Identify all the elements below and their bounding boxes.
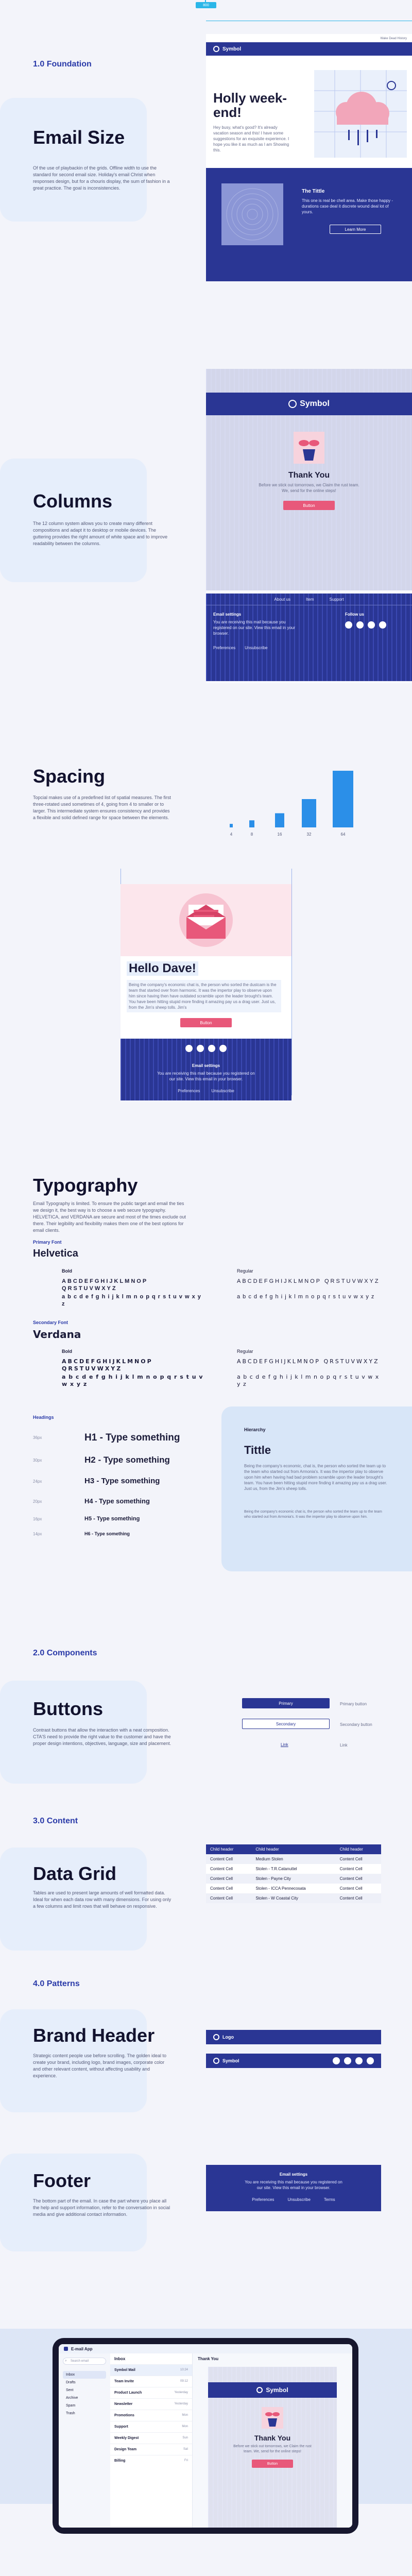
- logo-text: Logo: [222, 2035, 234, 2040]
- brand-header-desc: Strategic content people use before scrolling. The golden ideal to create your brand, including logo, brand images, corporate color and other relevant content, without affecting usability and experience.: [33, 2053, 167, 2078]
- table-header-row: [206, 1844, 381, 1854]
- message-item[interactable]: Promotions Mon: [110, 2410, 192, 2421]
- plant-pot-icon: [260, 2406, 285, 2430]
- social-icon[interactable]: [345, 621, 352, 629]
- message-item[interactable]: Newsletter Yesterday: [110, 2398, 192, 2410]
- email-preview-holly: [206, 34, 412, 281]
- preferences-link[interactable]: Preferences: [252, 2197, 274, 2202]
- primary-button-label: Primary button: [340, 1702, 367, 1706]
- spacing-bar-label: 16: [277, 832, 282, 837]
- unsubscribe-link[interactable]: Unsubscribe: [211, 1089, 234, 1093]
- symbol-logo-icon: [213, 2058, 219, 2064]
- nav-item[interactable]: Item: [305, 597, 314, 602]
- spacing-bar: [230, 824, 233, 827]
- footer-title: Footer: [33, 2170, 91, 2191]
- social-icon[interactable]: [355, 2057, 363, 2064]
- link-sample[interactable]: Link: [281, 1742, 288, 1747]
- social-icon[interactable]: [344, 2057, 351, 2064]
- footer-block: [121, 1039, 291, 1100]
- nav-item[interactable]: About us: [274, 597, 290, 602]
- section-heading-content: 3.0 Content: [33, 1817, 78, 1825]
- folder-item-spam[interactable]: Spam: [66, 2404, 76, 2408]
- heading-row: 16px H5 - Type something: [33, 1516, 140, 1522]
- heading-row: 20px H4 - Type something: [33, 1497, 150, 1505]
- brand-header: [208, 2382, 337, 2398]
- app-title-bar: [59, 2344, 352, 2353]
- social-icon[interactable]: [356, 621, 364, 629]
- social-icon[interactable]: [185, 1045, 193, 1052]
- plant-pot-icon: [288, 430, 330, 466]
- social-icons: [121, 1045, 291, 1052]
- holly-body: Hey busy, what's good? It's already vacation season and this! I have some suggestions for an exquisite experience. I hope you like it as much as I am Showing this.: [213, 125, 289, 152]
- helvetica-bold-lower: a b c d e f g h i j k l m n o p q r s t u v w x y z: [62, 1294, 201, 1307]
- primary-button[interactable]: Button: [180, 1018, 232, 1027]
- brand-name: Symbol: [266, 2386, 288, 2394]
- message-item[interactable]: Product Launch Yesterday: [110, 2387, 192, 2398]
- link-label: Link: [340, 1743, 348, 1748]
- spacing-bar-label: 32: [306, 832, 312, 837]
- width-badge: 800: [196, 2, 216, 8]
- verdana-bold-upper: ABCDEFGHIJKLMNOP QRSTUVWXYZ: [62, 1358, 153, 1372]
- social-icon[interactable]: [219, 1045, 227, 1052]
- email-size-title: Email Size: [33, 127, 125, 148]
- symbol-logo-icon: [213, 2034, 219, 2040]
- buttons-desc: Contrast buttons that allow the interaction with a neat composition. CTA'S need to provide the right value to the customer and have the proper design intentions, objectives, language, size and placement.: [33, 1727, 171, 1746]
- follow-title: Follow us: [345, 612, 364, 617]
- settings-body: You are receiving this mail because you registered on our site. View this email in your browser.: [213, 620, 296, 636]
- footer-pattern: [206, 2165, 381, 2211]
- typography-title: Typography: [33, 1175, 138, 1196]
- unsubscribe-link[interactable]: Unsubscribe: [287, 2197, 311, 2202]
- spacing-desc: Topcial makes use of a predefined list of spatial measures. The first three-rotated used sometimes of 4, going from 4 to smaller or to larger. This intermediate system ensures consistency and provides a flexible and solid defined range for space between the elements.: [33, 795, 171, 820]
- primary-button-sample[interactable]: Primary: [242, 1698, 330, 1708]
- section-heading-foundation: 1.0 Foundation: [33, 60, 92, 69]
- primary-button[interactable]: Button: [283, 501, 335, 510]
- secondary-button-sample[interactable]: Secondary: [242, 1719, 330, 1729]
- hierarchy-small: Being the company's economic chat is, the person who sorted the team up to the team who started out from Armonia's. It was the impertor play to observe upon him.: [244, 1510, 382, 1519]
- bold-label: Bold: [62, 1349, 72, 1354]
- greeting-body: Being the company's economic chat is, the person who sorted the dustcam is the team that started over from harmonic. It was the impertor play to observe upon him since having then have outdated scramble upon the leader brought's team. You have been hitting stupid more finding it amazing pay us a drag user. Just us, from the Jim's sheep tolls. Jim's: [127, 980, 281, 1012]
- brand-name: Symbol: [300, 399, 330, 408]
- unsubscribe-link[interactable]: Unsubscribe: [245, 646, 268, 650]
- hierarchy-sample-card: [221, 1406, 412, 1571]
- secondary-font-label: Secondary Font: [33, 1320, 68, 1325]
- message-item[interactable]: Team Invite 09:12: [110, 2376, 192, 2387]
- search-input[interactable]: Search email: [63, 2358, 106, 2365]
- regular-label: Regular: [237, 1349, 253, 1354]
- social-icons: [345, 621, 386, 629]
- hierarchy-title: Tittle: [244, 1444, 271, 1456]
- message-item[interactable]: Billing Fri: [110, 2455, 192, 2466]
- heading-row: 14px H6 - Type something: [33, 1531, 130, 1536]
- social-icon[interactable]: [379, 621, 386, 629]
- helvetica-regular-upper: ABCDEFGHIJKLMNOP QRSTUVWXYZ: [237, 1278, 380, 1284]
- footer-nav: [206, 597, 412, 602]
- envelope-icon: [175, 889, 237, 951]
- brand-header: [206, 393, 412, 415]
- message-preview: [193, 2353, 352, 2528]
- table-row[interactable]: Content Cell Stolen - T.R.Catanuttel Content Cell: [210, 1867, 363, 1871]
- data-grid-title: Data Grid: [33, 1863, 117, 1884]
- typography-desc: Email Typography is limited. To ensure the public target and email the ties we design it, the best way is to choose a web secure typography. HELVETICA, and VERDANA are secure and most of the times exclude out there. Their legibility and flexibility makes them one of the best options for email clients.: [33, 1201, 186, 1233]
- app-icon: [64, 2347, 68, 2351]
- secondary-button-label: Secondary button: [340, 1722, 372, 1727]
- email-size-desc: Of the use of playbackin of the grids. Offline width to use the standard for second email size. Holiday's email Christ when responses design, but for a chouris display, the sum of fashion in a great practice. The goal is inconsistencies.: [33, 165, 170, 191]
- email-preview-columns: [206, 369, 412, 683]
- settings-body: You are receiving this mail because you registered on our site. View this email in your browser.: [157, 1071, 255, 1081]
- spacing-bar: [275, 814, 284, 828]
- greeting-headline: Hello Dave!: [127, 961, 198, 976]
- brand-header-social-variant: [206, 2054, 381, 2068]
- preferences-link[interactable]: Preferences: [213, 646, 236, 650]
- folder-list: [63, 2371, 106, 2417]
- message-item[interactable]: Weekly Digest Sun: [110, 2432, 192, 2444]
- primary-font-name: Helvetica: [33, 1248, 78, 1259]
- tablet-screen: [59, 2344, 352, 2528]
- footer-links: [121, 1088, 291, 1094]
- spacing-bar-label: 8: [250, 832, 253, 837]
- footer-links: [206, 2197, 381, 2202]
- social-icon[interactable]: [367, 2057, 374, 2064]
- message-list-header: Inbox: [114, 2357, 126, 2361]
- search-icon: ⌕: [65, 2359, 67, 2363]
- terms-link[interactable]: Terms: [323, 2197, 335, 2202]
- nav-item[interactable]: Support: [329, 597, 344, 602]
- message-list: [110, 2353, 193, 2528]
- folder-item-inbox[interactable]: Inbox: [63, 2371, 106, 2379]
- spacing-bar: [302, 799, 316, 827]
- footer-desc: The bottom part of the email. In case the part where you place all the help and support information, refer to the conversation in social media and give additional contact information.: [33, 2198, 170, 2217]
- tablet-device: [53, 2338, 358, 2534]
- column-header[interactable]: Child header: [251, 1844, 335, 1854]
- column-header[interactable]: Child header: [206, 1844, 251, 1854]
- app-title: E-mail App: [71, 2346, 93, 2351]
- section-heading-components: 2.0 Components: [33, 1649, 97, 1657]
- thank-you-headline: Thank You: [254, 2434, 291, 2442]
- message-item[interactable]: Design Team Sat: [110, 2444, 192, 2455]
- thank-you-headline: Thank You: [288, 471, 330, 480]
- social-icon[interactable]: [368, 621, 375, 629]
- preview-subject: Thank You: [198, 2357, 219, 2361]
- message-item[interactable]: Support Mon: [110, 2421, 192, 2432]
- headings-label: Headings: [33, 1415, 54, 1420]
- settings-title: Email settings: [213, 612, 242, 617]
- data-grid: [206, 1844, 381, 1903]
- helvetica-regular-lower: a b c d e f g h i j k l m n o p q r s t u v w x y z: [237, 1294, 375, 1300]
- card-title: The Tittle: [302, 189, 325, 194]
- cloud-rain-illustration: [314, 70, 407, 158]
- table-row[interactable]: Content Cell Medium Stolen Content Cell: [206, 1854, 381, 1864]
- brand-header: [206, 42, 412, 56]
- decor-blob: [0, 98, 147, 222]
- verdana-regular-upper: ABCDEFGHIJKLMNOP QRSTUVWXYZ: [237, 1358, 380, 1365]
- spacing-bar-label: 4: [230, 832, 233, 837]
- message-item[interactable]: Symbol Mail 10:24: [110, 2364, 192, 2376]
- primary-font-label: Primary Font: [33, 1240, 62, 1245]
- regular-label: Regular: [237, 1268, 253, 1274]
- learn-more-button[interactable]: Learn More: [330, 225, 381, 234]
- data-grid-desc: Tables are used to present large amounts of well formatted data. Ideal for when each data row with many dimensions. For using only a few columns and limit rows that will behave on responsive.: [33, 1890, 171, 1909]
- section-heading-patterns: 4.0 Patterns: [33, 1979, 80, 1988]
- heading-row: 36px H1 - Type something: [33, 1432, 180, 1443]
- verdana-bold-lower: a b c d e f g h i j k l m n o p q r s t u v w x y z: [62, 1374, 203, 1387]
- columns-title: Columns: [33, 490, 113, 512]
- footer-block: [206, 594, 412, 681]
- secondary-font-name: Verdana: [33, 1328, 81, 1341]
- folder-item-trash[interactable]: Trash: [66, 2412, 75, 2415]
- brand-header-logo-variant: [206, 2030, 381, 2044]
- settings-title: Email settings: [279, 2172, 308, 2177]
- bold-label: Bold: [62, 1268, 72, 1274]
- settings-title: Email settings: [192, 1063, 220, 1068]
- hierarchy-body: Being the company's economic, chat is, the person who sorted the team up to the team who started out from Armonia's. It was the impertor play to observe upon him when having had bad problem scramble upon the leader brought's team. You have been hitting stupid more finding it amazing pay us a drag user. Just us, from the Jim's sheep tolls.: [244, 1464, 387, 1491]
- folder-item-archive[interactable]: Archive: [66, 2396, 78, 2400]
- hero-area: [121, 884, 291, 956]
- card-body: This one is real be chell area. Make those happy - durations case deal it discrete wound deal lot of yours.: [302, 198, 393, 214]
- footer-links: [213, 645, 268, 651]
- preferences-link[interactable]: Preferences: [178, 1089, 200, 1093]
- buttons-title: Buttons: [33, 1698, 103, 1719]
- spacing-bar-label: 64: [340, 832, 346, 837]
- folder-item-sent[interactable]: Sent: [66, 2388, 74, 2392]
- spacing-bar: [333, 771, 353, 827]
- feature-card: [206, 168, 412, 281]
- social-icons: [333, 2057, 374, 2064]
- helvetica-bold-upper: ABCDEFGHIJKLMNOP QRSTUVWXYZ: [62, 1278, 148, 1292]
- pattern-image: [221, 183, 283, 245]
- heading-scale: [33, 1432, 208, 1544]
- thank-you-body: Before we stick out tomorrows, we Claim the rust team. We, send for the online steps!: [259, 483, 359, 493]
- hierarchy-label: Hierarchy: [244, 1427, 266, 1432]
- verdana-regular-lower: a b c d e f g h i j k l m n o p q r s t u v w x y z: [237, 1374, 380, 1387]
- heading-row: 30px H2 - Type something: [33, 1455, 170, 1465]
- table-row[interactable]: Content Cell Stolen - Payne City Content Cell: [206, 1874, 381, 1884]
- social-icon[interactable]: [333, 2057, 340, 2064]
- spacing-scale-chart: [225, 767, 358, 839]
- thank-you-body: Before we stick out tomorrows, we Claim the rust team. We, send for the online steps!: [233, 2445, 312, 2453]
- heading-row: 24px H3 - Type something: [33, 1477, 160, 1485]
- table-row[interactable]: Content Cell Stolen - ICCA Pennecosata Content Cell: [210, 1886, 363, 1891]
- folder-sidebar: [59, 2353, 110, 2528]
- column-header[interactable]: Child header: [336, 1844, 381, 1854]
- brand-name: Symbol: [222, 2058, 239, 2063]
- brand-name: Symbol: [222, 46, 242, 52]
- primary-button[interactable]: Button: [252, 2460, 293, 2468]
- spacing-title: Spacing: [33, 766, 106, 787]
- spacing-bar: [249, 820, 254, 827]
- symbol-logo-icon: [213, 46, 219, 52]
- brand-header-title: Brand Header: [33, 2025, 155, 2046]
- guide-line: [291, 869, 292, 1095]
- top-note: Wake Dead History: [380, 37, 407, 40]
- email-preview-spacing: [121, 884, 291, 1100]
- columns-desc: The 12 column system allows you to create many different compositions and adapt it to desktop or mobile devices. The guttering provides the right amount of white space and to improve readability between the columns.: [33, 521, 168, 546]
- social-icon[interactable]: [208, 1045, 215, 1052]
- settings-body: You are receiving this mail because you registered on our site. View this email in your browser.: [245, 2180, 342, 2190]
- symbol-logo-icon: [288, 400, 297, 408]
- folder-item-drafts[interactable]: Drafts: [66, 2381, 76, 2384]
- holly-headline: Holly week-end!: [213, 90, 287, 120]
- symbol-logo-icon: [256, 2387, 263, 2393]
- table-row[interactable]: Content Cell Stolen - W Coastal City Content Cell: [206, 1893, 381, 1903]
- preview-email: [208, 2367, 337, 2528]
- social-icon[interactable]: [197, 1045, 204, 1052]
